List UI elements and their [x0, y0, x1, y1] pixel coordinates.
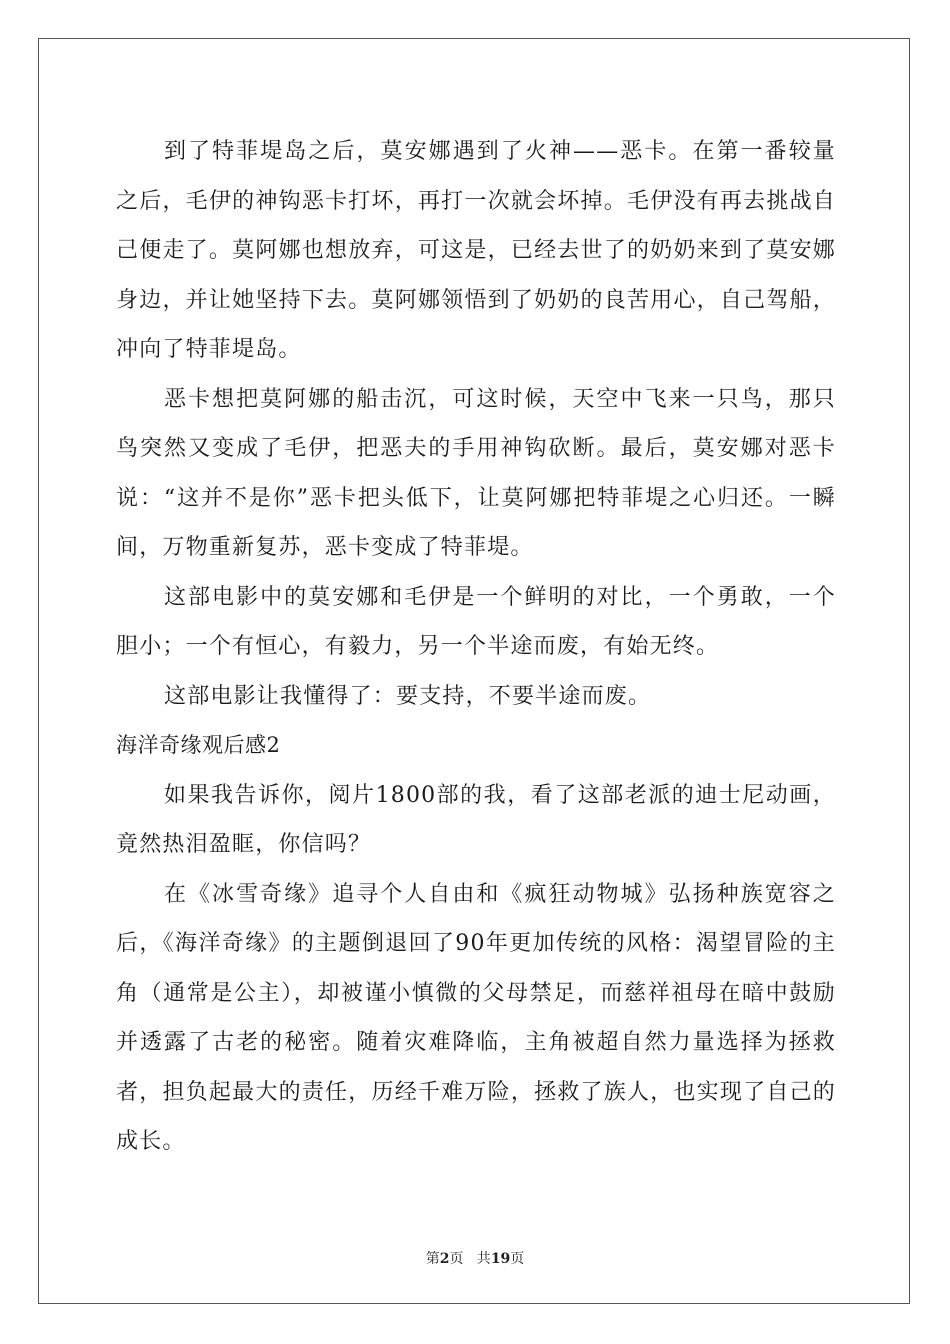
paragraph: 恶卡想把莫阿娜的船击沉，可这时候，天空中飞来一只鸟，那只鸟突然又变成了毛伊，把恶夫的手用神钩砍断。最后，莫安娜对恶卡说：“这并不是你”恶卡把头低下，让莫阿娜把特菲堤之心归还。一瞬间，万物重新复苏，恶卡变成了特菲堤。 — [116, 386, 836, 560]
paragraph: 这部电影中的莫安娜和毛伊是一个鲜明的对比，一个勇敢，一个胆小；一个有恒心，有毅力，另一个半途而废，有始无终。 — [116, 584, 836, 659]
total-page-number: 19 — [490, 1251, 511, 1267]
page-label-mid: 页 共 — [449, 1251, 491, 1267]
paragraph: 在《冰雪奇缘》追寻个人自由和《疯狂动物城》弘扬种族宽容之后，《海洋奇缘》的主题倒退回了90年更加传统的风格：渴望冒险的主角（通常是公主），却被谨小慎微的父母禁足，而慈祥祖母在暗中鼓励并透露了古老的秘密。随着灾难降临，主角被超自然力量选择为拯救者，担负起最大的责任，历经千难万险，拯救了族人，也实现了自己的成长。 — [116, 881, 836, 1154]
paragraph: 这部电影让我懂得了：要支持，不要半途而废。 — [164, 683, 652, 709]
paragraph: 如果我告诉你，阅片1800部的我，看了这部老派的迪士尼动画，竟然热泪盈眶，你信吗？ — [116, 782, 836, 857]
page-label-suffix: 页 — [510, 1251, 525, 1267]
page-label-prefix: 第 — [425, 1251, 440, 1267]
paragraph: 到了特菲堤岛之后，莫安娜遇到了火神——恶卡。在第一番较量之后，毛伊的神钩恶卡打坏，再打一次就会坏掉。毛伊没有再去挑战自己便走了。莫阿娜也想放弃，可这是，已经去世了的奶奶来到了莫安娜身边，并让她坚持下去。莫阿娜领悟到了奶奶的良苦用心，自己驾船，冲向了特菲堤岛。 — [116, 139, 836, 362]
section-heading: 海洋奇缘观后感2 — [116, 733, 281, 757]
document-body — [116, 127, 836, 1167]
current-page-number: 2 — [439, 1251, 450, 1267]
page-footer — [0, 1248, 950, 1268]
